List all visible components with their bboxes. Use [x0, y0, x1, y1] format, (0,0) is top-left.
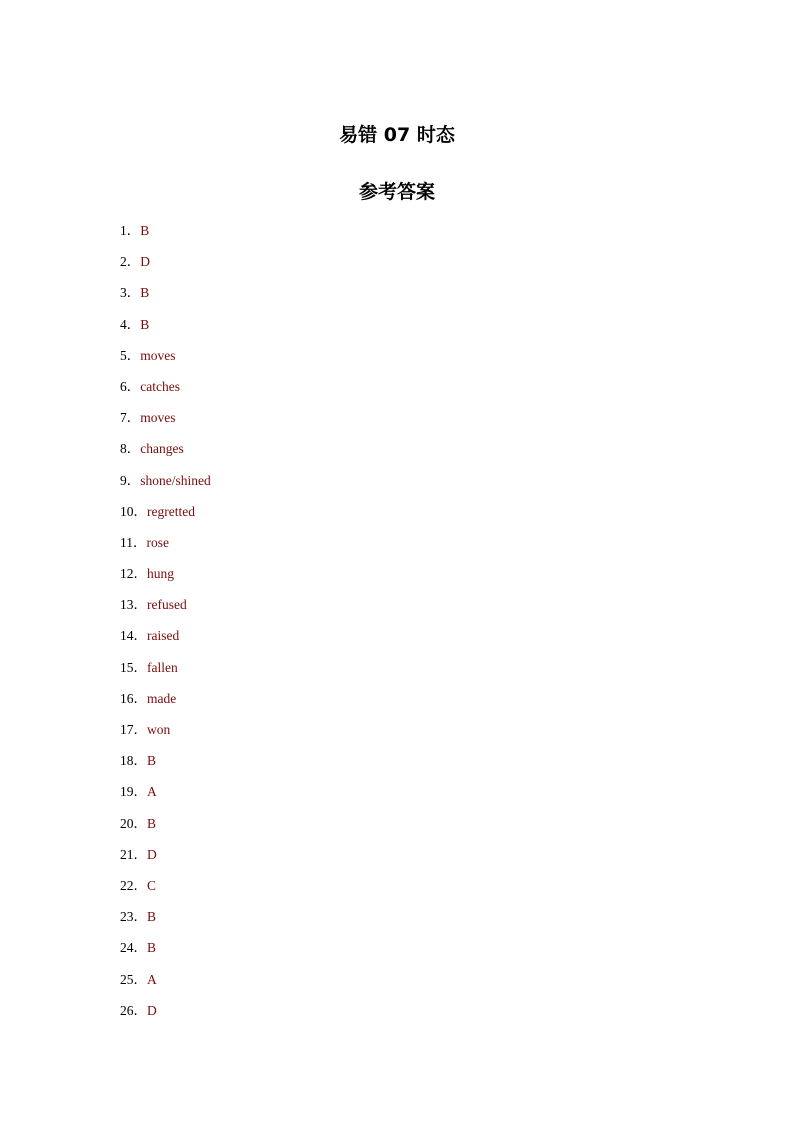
- answer-item: [120, 783, 211, 814]
- answer-number: 3．: [120, 285, 141, 301]
- answer-item: [120, 284, 211, 315]
- answer-number: 20．: [120, 815, 147, 831]
- answer-value: D: [147, 1002, 157, 1018]
- answer-number: 13．: [120, 597, 147, 613]
- answer-number: 23．: [120, 909, 147, 925]
- answer-value: D: [147, 846, 157, 862]
- answer-value: shone/shined: [140, 472, 211, 488]
- answer-value: regretted: [147, 503, 195, 519]
- answer-number: 4．: [120, 316, 141, 332]
- answer-value: won: [147, 722, 171, 737]
- answer-item: [120, 440, 211, 471]
- answer-value: moves: [140, 347, 176, 363]
- answer-number: 5．: [120, 347, 141, 363]
- answer-item: [120, 409, 211, 440]
- document-title: 易错 07 时态: [339, 124, 455, 146]
- answer-item: [120, 596, 211, 627]
- answer-key-heading: 参考答案: [358, 181, 435, 203]
- answer-number: 12．: [120, 566, 147, 582]
- answer-item: [120, 1002, 211, 1033]
- answer-item: [120, 347, 211, 378]
- answer-item: [120, 690, 211, 721]
- answer-item: [120, 503, 211, 534]
- answer-value: made: [147, 690, 177, 706]
- answer-item: [120, 659, 211, 690]
- answer-value: C: [147, 877, 157, 893]
- answer-value: raised: [147, 628, 180, 644]
- answer-number: 11．: [120, 534, 147, 550]
- answer-number: 18．: [120, 753, 147, 769]
- answer-number: 9．: [120, 472, 141, 488]
- answer-item: [120, 253, 211, 284]
- answer-number: 14．: [120, 628, 147, 644]
- answer-number: 25．: [120, 971, 147, 987]
- answer-value: refused: [147, 597, 187, 613]
- answer-item: [120, 316, 211, 347]
- answer-value: fallen: [147, 659, 178, 675]
- answer-number: 6．: [120, 378, 141, 394]
- answer-value: B: [140, 223, 150, 238]
- answer-item: [120, 534, 211, 565]
- answer-item: [120, 846, 211, 877]
- answer-value: D: [140, 254, 150, 270]
- answer-number: 10．: [120, 503, 147, 519]
- answer-item: [120, 222, 211, 253]
- answer-number: 24．: [120, 940, 147, 956]
- answer-number: 22．: [120, 877, 147, 893]
- answer-value: B: [147, 909, 157, 925]
- answer-item: [120, 877, 211, 908]
- answer-value: B: [140, 285, 150, 301]
- answer-number: 26．: [120, 1002, 147, 1018]
- answer-value: moves: [140, 410, 176, 426]
- answer-number: 1．: [120, 223, 141, 238]
- answer-number: 7．: [120, 410, 141, 426]
- answer-value: A: [147, 971, 157, 987]
- answer-number: 8．: [120, 441, 141, 457]
- answer-value: catches: [140, 378, 180, 394]
- answer-number: 19．: [120, 784, 147, 800]
- answer-value: B: [147, 753, 157, 769]
- answer-item: [120, 627, 211, 658]
- answer-item: [120, 939, 211, 970]
- answer-item: [120, 472, 211, 503]
- answer-number: 15．: [120, 659, 147, 675]
- answer-item: [120, 378, 211, 409]
- answer-value: B: [147, 940, 157, 956]
- answer-value: B: [147, 815, 157, 831]
- answer-item: [120, 752, 211, 783]
- answer-number: 17．: [120, 722, 147, 737]
- answer-item: [120, 721, 211, 752]
- answer-number: 21．: [120, 846, 147, 862]
- answer-value: hung: [147, 566, 174, 582]
- answer-value: changes: [140, 441, 184, 457]
- answer-number: 16．: [120, 690, 147, 706]
- answer-list: [120, 222, 211, 1033]
- answer-item: [120, 565, 211, 596]
- answer-value: A: [147, 784, 157, 800]
- answer-value: B: [140, 316, 150, 332]
- answer-number: 2．: [120, 254, 141, 270]
- answer-item: [120, 971, 211, 1002]
- answer-item: [120, 815, 211, 846]
- answer-value: rose: [146, 534, 169, 550]
- answer-item: [120, 908, 211, 939]
